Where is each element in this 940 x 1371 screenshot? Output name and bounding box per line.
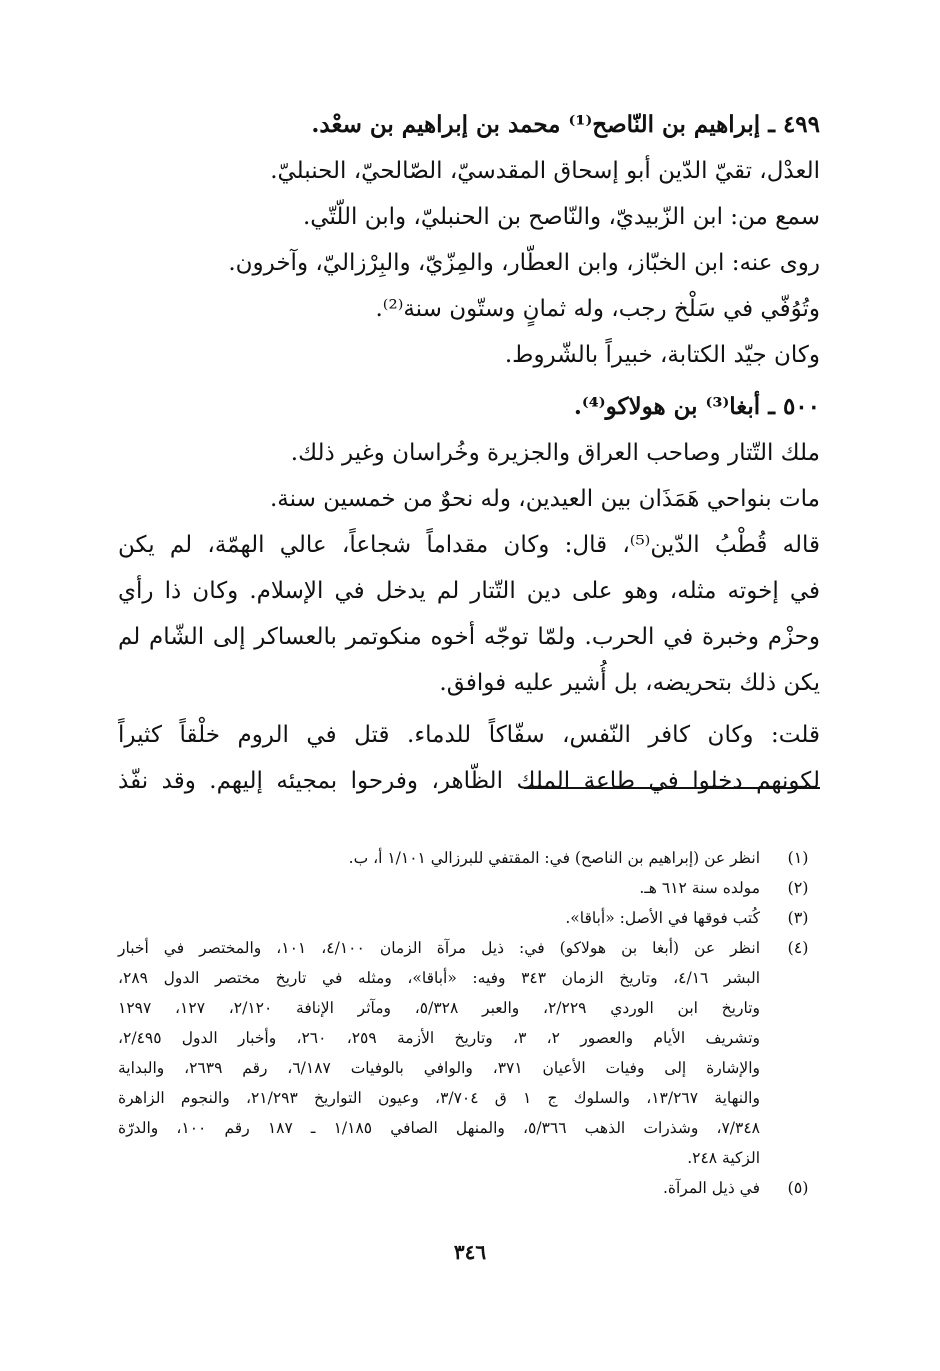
entry-500-paragraph-line: في إخوته مثله، وهو على دين التّتار لم يدخل في الإسلام. وكان ذا رأي <box>118 578 820 604</box>
entry-499-line: وكان جيّد الكتابة، خبيراً بالشّروط. <box>504 342 820 368</box>
entry-499-line: روى عنه: ابن الخبّاز، وابن العطّار، والمِزّيّ، والبِرْزاليّ، وآخرون. <box>228 250 820 276</box>
entry-500-line: مات بنواحي هَمَذَان بين العيدين، وله نحوٌ من خمسين سنة. <box>270 486 820 512</box>
entry-500-line: ملك التّتار وصاحب العراق والجزيرة وخُراسان وغير ذلك. <box>290 440 820 466</box>
footnote-line: مولده سنة ٦١٢ هـ. <box>639 879 760 897</box>
entry-500-paragraph-line: قلت: وكان كافر النّفس، سفّاكاً للدماء. قتل في الروم خلْقاً كثيراً <box>118 722 820 748</box>
footnote-number: (١) <box>787 848 809 867</box>
entry-499-line: سمع من: ابن الزّبيديّ، والنّاصح بن الحنبليّ، وابن اللّتّي. <box>302 204 820 230</box>
footnote <box>118 873 820 903</box>
entry-499-heading: ٤٩٩ ـ إبراهيم بن النّاصح⁽¹⁾ محمد بن إبراهيم بن سعْد. <box>311 111 820 138</box>
entry-500-paragraph-line: لكونهم دخلوا في طاعة الملك الظّاهر، وفرحوا بمجيئه إليهم. وقد نفّذ <box>118 768 820 794</box>
footnote-line: انظر عن (أبغا بن هولاكو) في: ذيل مرآة الزمان ٤/١٠٠، ١٠١، والمختصر في أخبار <box>118 939 760 957</box>
entry-499-line: وتُوُفّي في سَلْخ رجب، وله ثمانٍ وستّون سنة⁽²⁾. <box>375 296 820 322</box>
footnote <box>118 933 820 1173</box>
entry-500-paragraph-line: قاله قُطْبُ الدّين⁽⁵⁾، قال: وكان مقداماً شجاعاً، عالي الهمّة، لم يكن <box>118 532 820 558</box>
footnote-line: الزكية ٢٤٨. <box>687 1149 760 1167</box>
entry-500-paragraph-line: وحزْم وخبرة في الحرب. ولمّا توجّه أخوه منكوتمر بالعساكر إلى الشّام لم <box>118 624 820 650</box>
main-text <box>118 102 820 804</box>
entry-500-paragraph-line: يكن ذلك بتحريضه، بل أُشير عليه فوافق. <box>439 670 820 696</box>
footnote-number: (٥) <box>787 1178 809 1197</box>
footnote-separator <box>524 787 820 789</box>
footnote-line: والنهاية ١٣/٢٦٧، والسلوك ج ١ ق ٣/٧٠٤، وعيون التواريخ ٢١/٢٩٣، والنجوم الزاهرة <box>118 1089 760 1107</box>
footnote-line: البشر ٤/١٦، وتاريخ الزمان ٣٤٣ وفيه: «أباقا»، ومثله في تاريخ مختصر الدول ٢٨٩، <box>118 969 761 987</box>
footnote-number: (٤) <box>787 938 809 957</box>
footnote-line: كُتب فوقها في الأصل: «أباقا». <box>565 909 760 927</box>
footnote-line: في ذيل المرآة. <box>662 1179 760 1197</box>
footnotes <box>118 843 820 1203</box>
footnote <box>118 1173 820 1203</box>
footnote-line: انظر عن (إبراهيم بن الناصح) في: المقتفي للبرزالي ١/١٠١ أ، ب. <box>348 849 760 867</box>
footnote-line: وتشريف الأيام والعصور ٢، ٣، وتاريخ الأزمة ٢٥٩، ٢٦٠، وأخبار الدول ٢/٤٩٥، <box>118 1029 760 1047</box>
footnote-line: والإشارة إلى وفيات الأعيان ٣٧١، والوافي بالوفيات ٦/١٨٧، رقم ٢٦٣٩، والبداية <box>118 1059 761 1077</box>
footnote <box>118 903 820 933</box>
footnote <box>118 843 820 873</box>
footnote-number: (٣) <box>787 908 809 927</box>
footnote-line: ٧/٣٤٨، وشذرات الذهب ٥/٣٦٦، والمنهل الصافي ١/١٨٥ ـ ١٨٧ رقم ١٠٠، والدرّة <box>118 1119 760 1137</box>
entry-499-line: العدْل، تقيّ الدّين أبو إسحاق المقدسيّ، الصّالحيّ، الحنبليّ. <box>270 158 820 184</box>
footnote-line: وتاريخ ابن الوردي ٢/٢٢٩، والعبر ٥/٣٢٨، ومآثر الإنافة ٢/١٢٠، ١٢٧، ١٢٩٧ <box>118 999 760 1017</box>
page-number: ٣٤٦ <box>453 1240 487 1264</box>
footnote-number: (٢) <box>787 878 809 897</box>
entry-500-heading: ٥٠٠ ـ أبغا⁽³⁾ بن هولاكو⁽⁴⁾. <box>573 393 820 420</box>
